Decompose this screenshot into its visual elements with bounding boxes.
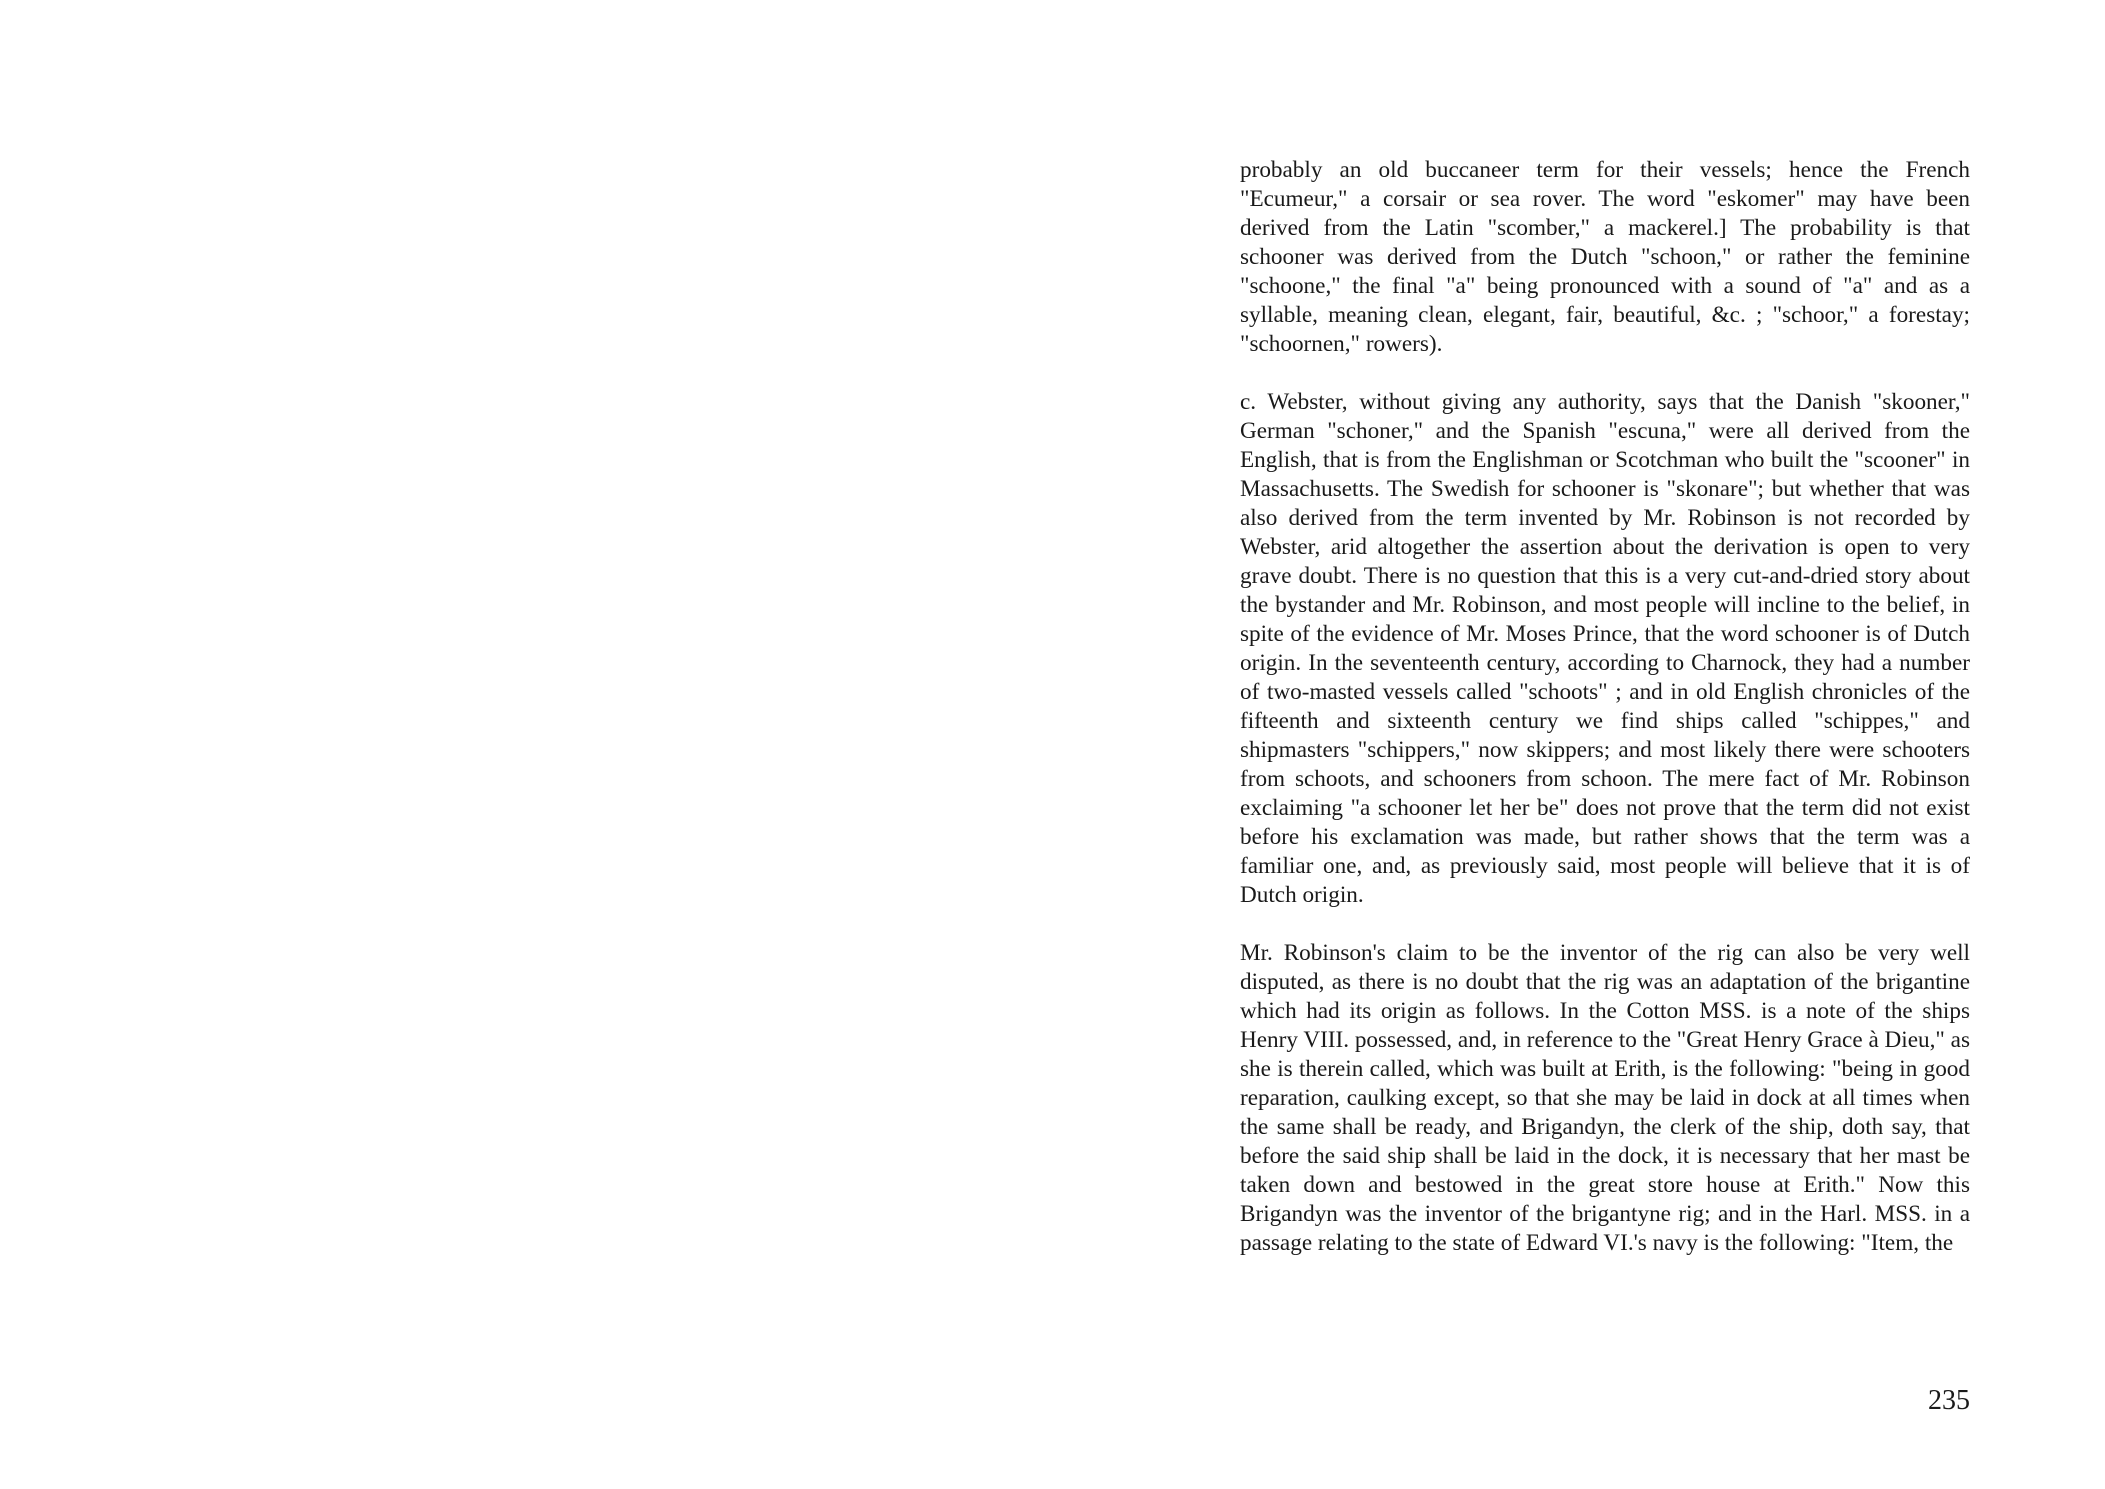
paragraph-schooner-etymology: probably an old buccaneer term for their vessels; hence the French "Ecumeur," a corsair or sea rover. The word "eskomer" may have been derived from the Latin "scomber," a mackerel.] The probability is that schooner was derived from the Dutch "schoon," or rather the feminine "schoone," the final "a" being pronounced with a sound of "a" and as a syllable, meaning clean, elegant, fair, beautiful, &c. ; "schoor," a forestay; "schoornen," rowers). <box>1240 157 1970 357</box>
page-number: 235 <box>1928 1385 1970 1416</box>
paragraph-webster-derivation: c. Webster, without giving any authority, says that the Danish "skooner," German "schoner," and the Spanish "escuna," were all derived from the English, that is from the Englishman or Scotchman who built the "scooner" in Massachusetts. The Swedish for schooner is "skonare"; but whether that was also derived from the term invented by Mr. Robinson is not recorded by Webster, arid altogether the assertion about the derivation is open to very grave doubt. There is no question that this is a very cut-and-dried story about the bystander and Mr. Robinson, and most people will incline to the belief, in spite of the evidence of Mr. Moses Prince, that the word schooner is of Dutch origin. In the seventeenth century, according to Charnock, they had a number of two-masted vessels called "schoots" ; and in old English chronicles of the fifteenth and sixteenth century we find ships called "schippes," and shipmasters "schippers," now skippers; and most likely there were schooters from schoots, and schooners from schoon. The mere fact of Mr. Robinson exclaiming "a schooner let her be" does not prove that the term did not exist before his exclamation was made, but rather shows that the term was a familiar one, and, as previously said, most people will believe that it is of Dutch origin. <box>1240 389 1970 908</box>
paragraph-robinson-claim: Mr. Robinson's claim to be the inventor of the rig can also be very well disputed, as there is no doubt that the rig was an adaptation of the brigantine which had its origin as follows. In the Cotton MSS. is a note of the ships Henry VIII. possessed, and, in reference to the "Great Henry Grace à Dieu," as she is therein called, which was built at Erith, is the following: "being in good reparation, caulking except, so that she may be laid in dock at all times when the same shall be ready, and Brigandyn, the clerk of the ship, doth say, that before the said ship shall be laid in the dock, it is necessary that her mast be taken down and bestowed in the great store house at Erith." Now this Brigandyn was the inventor of the brigantyne rig; and in the Harl. MSS. in a passage relating to the state of Edward VI.'s navy is the following: "Item, the <box>1240 940 1970 1256</box>
body-text <box>1240 156 1970 1287</box>
